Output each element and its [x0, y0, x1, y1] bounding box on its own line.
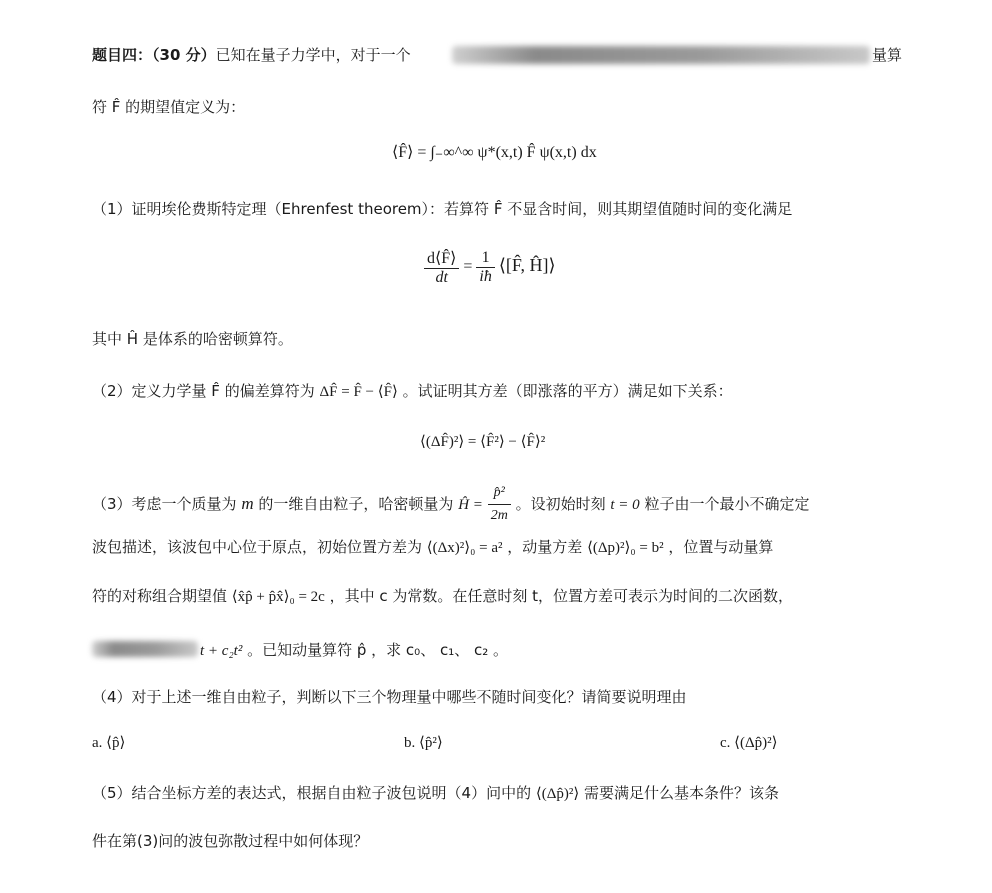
momentum-variance-expr: ⟨(Δp̂)²⟩: [535, 786, 580, 802]
variance-quadratic: t + c₂t²: [200, 643, 243, 659]
option-a: a. ⟨p̂⟩: [92, 735, 126, 751]
part3-line1-b: 的一维自由粒子，哈密顿量为: [258, 495, 454, 513]
ehrenfest-rhs-num: 1: [476, 249, 494, 268]
momentum-variance: ⟨(Δp)²⟩₀ = b²: [587, 540, 664, 556]
part3-line2-b: ，动量方差: [507, 538, 583, 556]
part3-line2: [92, 536, 773, 559]
part5-line1-a: （5）结合坐标方差的表达式，根据自由粒子波包说明（4）问中的: [92, 784, 532, 802]
problem-points: （30 分）: [152, 46, 216, 64]
redacted-region: [452, 46, 870, 64]
problem-label: 题目四：: [92, 46, 153, 64]
part3-line1-a: （3）考虑一个质量为: [92, 495, 237, 513]
part2-text: [92, 380, 733, 403]
part3-line3-b: ，其中 c 为常数。在任意时刻 t，位置方差可表示为时间的二次函数，: [329, 587, 794, 605]
part2-text-b: 。试证明其方差（即涨落的平方）满足如下关系：: [402, 382, 733, 400]
hamiltonian-lhs: Ĥ =: [458, 497, 483, 513]
variance-equation: ⟨(ΔF̂)²⟩ = ⟨F̂²⟩ − ⟨F̂⟩²: [420, 434, 546, 450]
ehrenfest-equation: $\frac{d⟨F̂⟩}{dt}$ = $\frac{1}{iħ}$ ⟨[F̂, Ĥ]⟩: [424, 248, 555, 287]
part2-text-a: （2）定义力学量 F̂ 的偏差算符为: [92, 382, 315, 400]
part1-text: （1）证明埃伦费斯特定理（Ehrenfest theorem）：若算符 F̂ 不显含时间，则其期望值随时间的变化满足: [92, 200, 793, 218]
part3-line1-c: 。设初始时刻: [515, 495, 606, 513]
part5-line1-b: 需要满足什么基本条件？该条: [584, 784, 780, 802]
deviation-operator: ΔF̂ = F̂ − ⟨F̂⟩: [319, 384, 398, 400]
problem-title-line: [92, 44, 411, 66]
part3-line2-a: 波包描述，该波包中心位于原点，初始位置方差为: [92, 538, 423, 556]
problem-title-tail: 量算: [872, 46, 903, 64]
part3-line4-b: 。已知动量算符 p̂ ，求 c₀、 c₁、 c₂ 。: [247, 641, 509, 659]
hamiltonian-frac: [488, 482, 511, 527]
position-variance: ⟨(Δx)²⟩₀ = a²: [426, 540, 503, 556]
part3-line2-c: ，位置与动量算: [668, 538, 774, 556]
ehrenfest-commutator: ⟨[F̂, Ĥ]⟩: [498, 255, 556, 276]
part3-line1-d: 粒子由一个最小不确定定: [644, 495, 810, 513]
redacted-region: [92, 641, 198, 657]
part5-line1: [92, 782, 779, 805]
ehrenfest-rhs-frac: [476, 249, 494, 286]
option-c: c. ⟨(Δp̂)²⟩: [720, 735, 778, 751]
hamiltonian-den: 2m: [490, 508, 508, 523]
option-b: b. ⟨p̂²⟩: [404, 735, 443, 751]
part3-line1: [92, 482, 809, 527]
part5-line2: 件在第(3)问的波包弥散过程中如何体现？: [92, 832, 369, 850]
part4-text: （4）对于上述一维自由粒子，判断以下三个物理量中哪些不随时间变化？请简要说明理由: [92, 688, 687, 706]
mass-symbol: m: [241, 494, 254, 513]
ehrenfest-rhs-den: iħ: [479, 268, 492, 285]
problem-intro: 已知在量子力学中，对于一个: [215, 46, 411, 64]
part3-line3-a: 符的对称组合期望值: [92, 587, 228, 605]
initial-time: t = 0: [610, 497, 640, 513]
ehrenfest-lhs-den: dt: [435, 269, 448, 286]
part3-line3: [92, 585, 793, 608]
hamiltonian-num: p̂²: [488, 482, 511, 505]
expectation-equation: ⟨F̂⟩ = ∫₋∞^∞ ψ*(x,t) F̂ ψ(x,t) dx: [392, 144, 597, 161]
symmetric-combination: ⟨x̂p̂ + p̂x̂⟩₀ = 2c: [231, 589, 325, 605]
intro-line-2: 符 F̂ 的期望值定义为：: [92, 98, 246, 116]
part3-line4: [200, 639, 508, 662]
ehrenfest-lhs-num: d⟨F̂⟩: [424, 248, 459, 269]
ehrenfest-lhs: [424, 248, 459, 287]
part1-note: 其中 Ĥ 是体系的哈密顿算符。: [92, 330, 293, 348]
